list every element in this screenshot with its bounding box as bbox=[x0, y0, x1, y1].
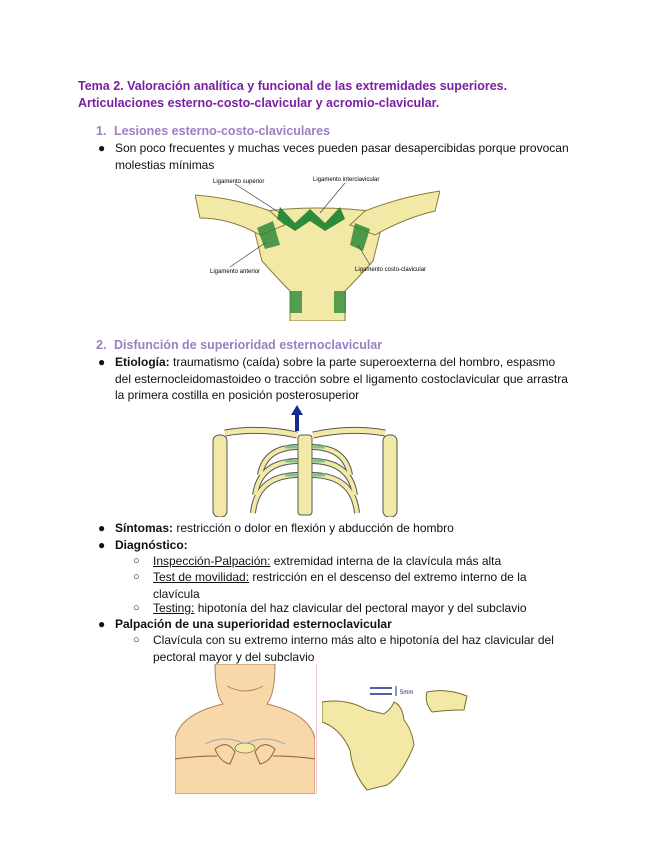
sintomas-bullet bbox=[98, 520, 578, 537]
diag-item-label: Testing: bbox=[153, 601, 195, 615]
diagnostico-label: Diagnóstico: bbox=[115, 538, 188, 552]
rib-cage-figure bbox=[205, 405, 405, 517]
sintomas-text: restricción o dolor en flexión y abducción de hombro bbox=[173, 521, 454, 535]
section-1-heading bbox=[96, 124, 330, 138]
section-2-heading bbox=[96, 338, 382, 352]
label-ligamento-interclavicular: Ligamento interclavicular bbox=[313, 177, 380, 183]
palpacion-label: Palpación de una superioridad esternoclavicular bbox=[115, 617, 392, 631]
sub-bullet-dot: ○ bbox=[133, 602, 140, 614]
section-1-bullet-text: Son poco frecuentes y muchas veces pueden pasar desapercibidas porque provocan molestias mínimas bbox=[115, 141, 569, 172]
sub-bullet-dot: ○ bbox=[133, 634, 140, 646]
etiologia-label: Etiología: bbox=[115, 355, 170, 369]
sternoclavicular-ligaments-figure bbox=[195, 173, 440, 321]
title-line-1: Tema 2. Valoración analítica y funcional de las extremidades superiores. bbox=[78, 79, 508, 93]
section-2-title: Disfunción de superioridad esternoclavicular bbox=[114, 338, 383, 352]
bullet-dot: ● bbox=[98, 141, 106, 155]
label-5mm: 5mm bbox=[400, 690, 414, 696]
diag-item-label: Test de movilidad: bbox=[153, 570, 250, 584]
section-1-title: Lesiones esterno-costo-claviculares bbox=[114, 124, 331, 138]
title-line-2: Articulaciones esterno-costo-clavicular y acromio-clavicular. bbox=[78, 96, 440, 110]
diag-item-inspeccion bbox=[133, 553, 553, 570]
document-title bbox=[78, 78, 598, 112]
clavicle-superiority-figure bbox=[322, 680, 472, 792]
bullet-dot: ● bbox=[98, 538, 106, 552]
section-1-number: 1. bbox=[96, 124, 107, 138]
palpacion-item bbox=[133, 632, 563, 665]
bullet-dot: ● bbox=[98, 521, 106, 535]
bullet-dot: ● bbox=[98, 617, 106, 631]
diag-item-text: restricción en el descenso del extremo interno de la clavícula bbox=[153, 570, 527, 601]
figure-divider bbox=[316, 664, 317, 794]
section-1-bullet bbox=[98, 140, 578, 173]
diag-item-label: Inspección-Palpación: bbox=[153, 554, 271, 568]
section-2-number: 2. bbox=[96, 338, 107, 352]
diag-item-movilidad bbox=[133, 569, 553, 602]
palpacion-bullet bbox=[98, 616, 578, 633]
diag-item-text: hipotonía del haz clavicular del pectoral mayor y del subclavio bbox=[194, 601, 527, 615]
label-ligamento-superior: Ligamento superior bbox=[213, 179, 265, 185]
sub-bullet-dot: ○ bbox=[133, 571, 140, 583]
sub-bullet-dot: ○ bbox=[133, 555, 140, 567]
bullet-dot: ● bbox=[98, 355, 106, 369]
palpacion-item-text: Clavícula con su extremo interno más alto e hipotonía del haz clavicular del pectoral mayor y del subclavio bbox=[153, 633, 554, 664]
neck-palpation-figure bbox=[175, 664, 315, 794]
diag-item-testing bbox=[133, 600, 553, 617]
etiologia-bullet bbox=[98, 354, 568, 404]
label-ligamento-anterior: Ligamento anterior bbox=[210, 269, 261, 275]
sintomas-label: Síntomas: bbox=[115, 521, 174, 535]
label-ligamento-costoclavicular: Ligamento costo-clavicular bbox=[355, 267, 427, 273]
diagnostico-bullet bbox=[98, 537, 578, 554]
etiologia-text: traumatismo (caída) sobre la parte superoexterna del hombro, espasmo del esternocleidomastoideo o tracción sobre el ligamento costoclavicular que arrastra la primera costilla en posición posterosuperior bbox=[115, 355, 568, 402]
diag-item-text: extremidad interna de la clavícula más alta bbox=[270, 554, 502, 568]
